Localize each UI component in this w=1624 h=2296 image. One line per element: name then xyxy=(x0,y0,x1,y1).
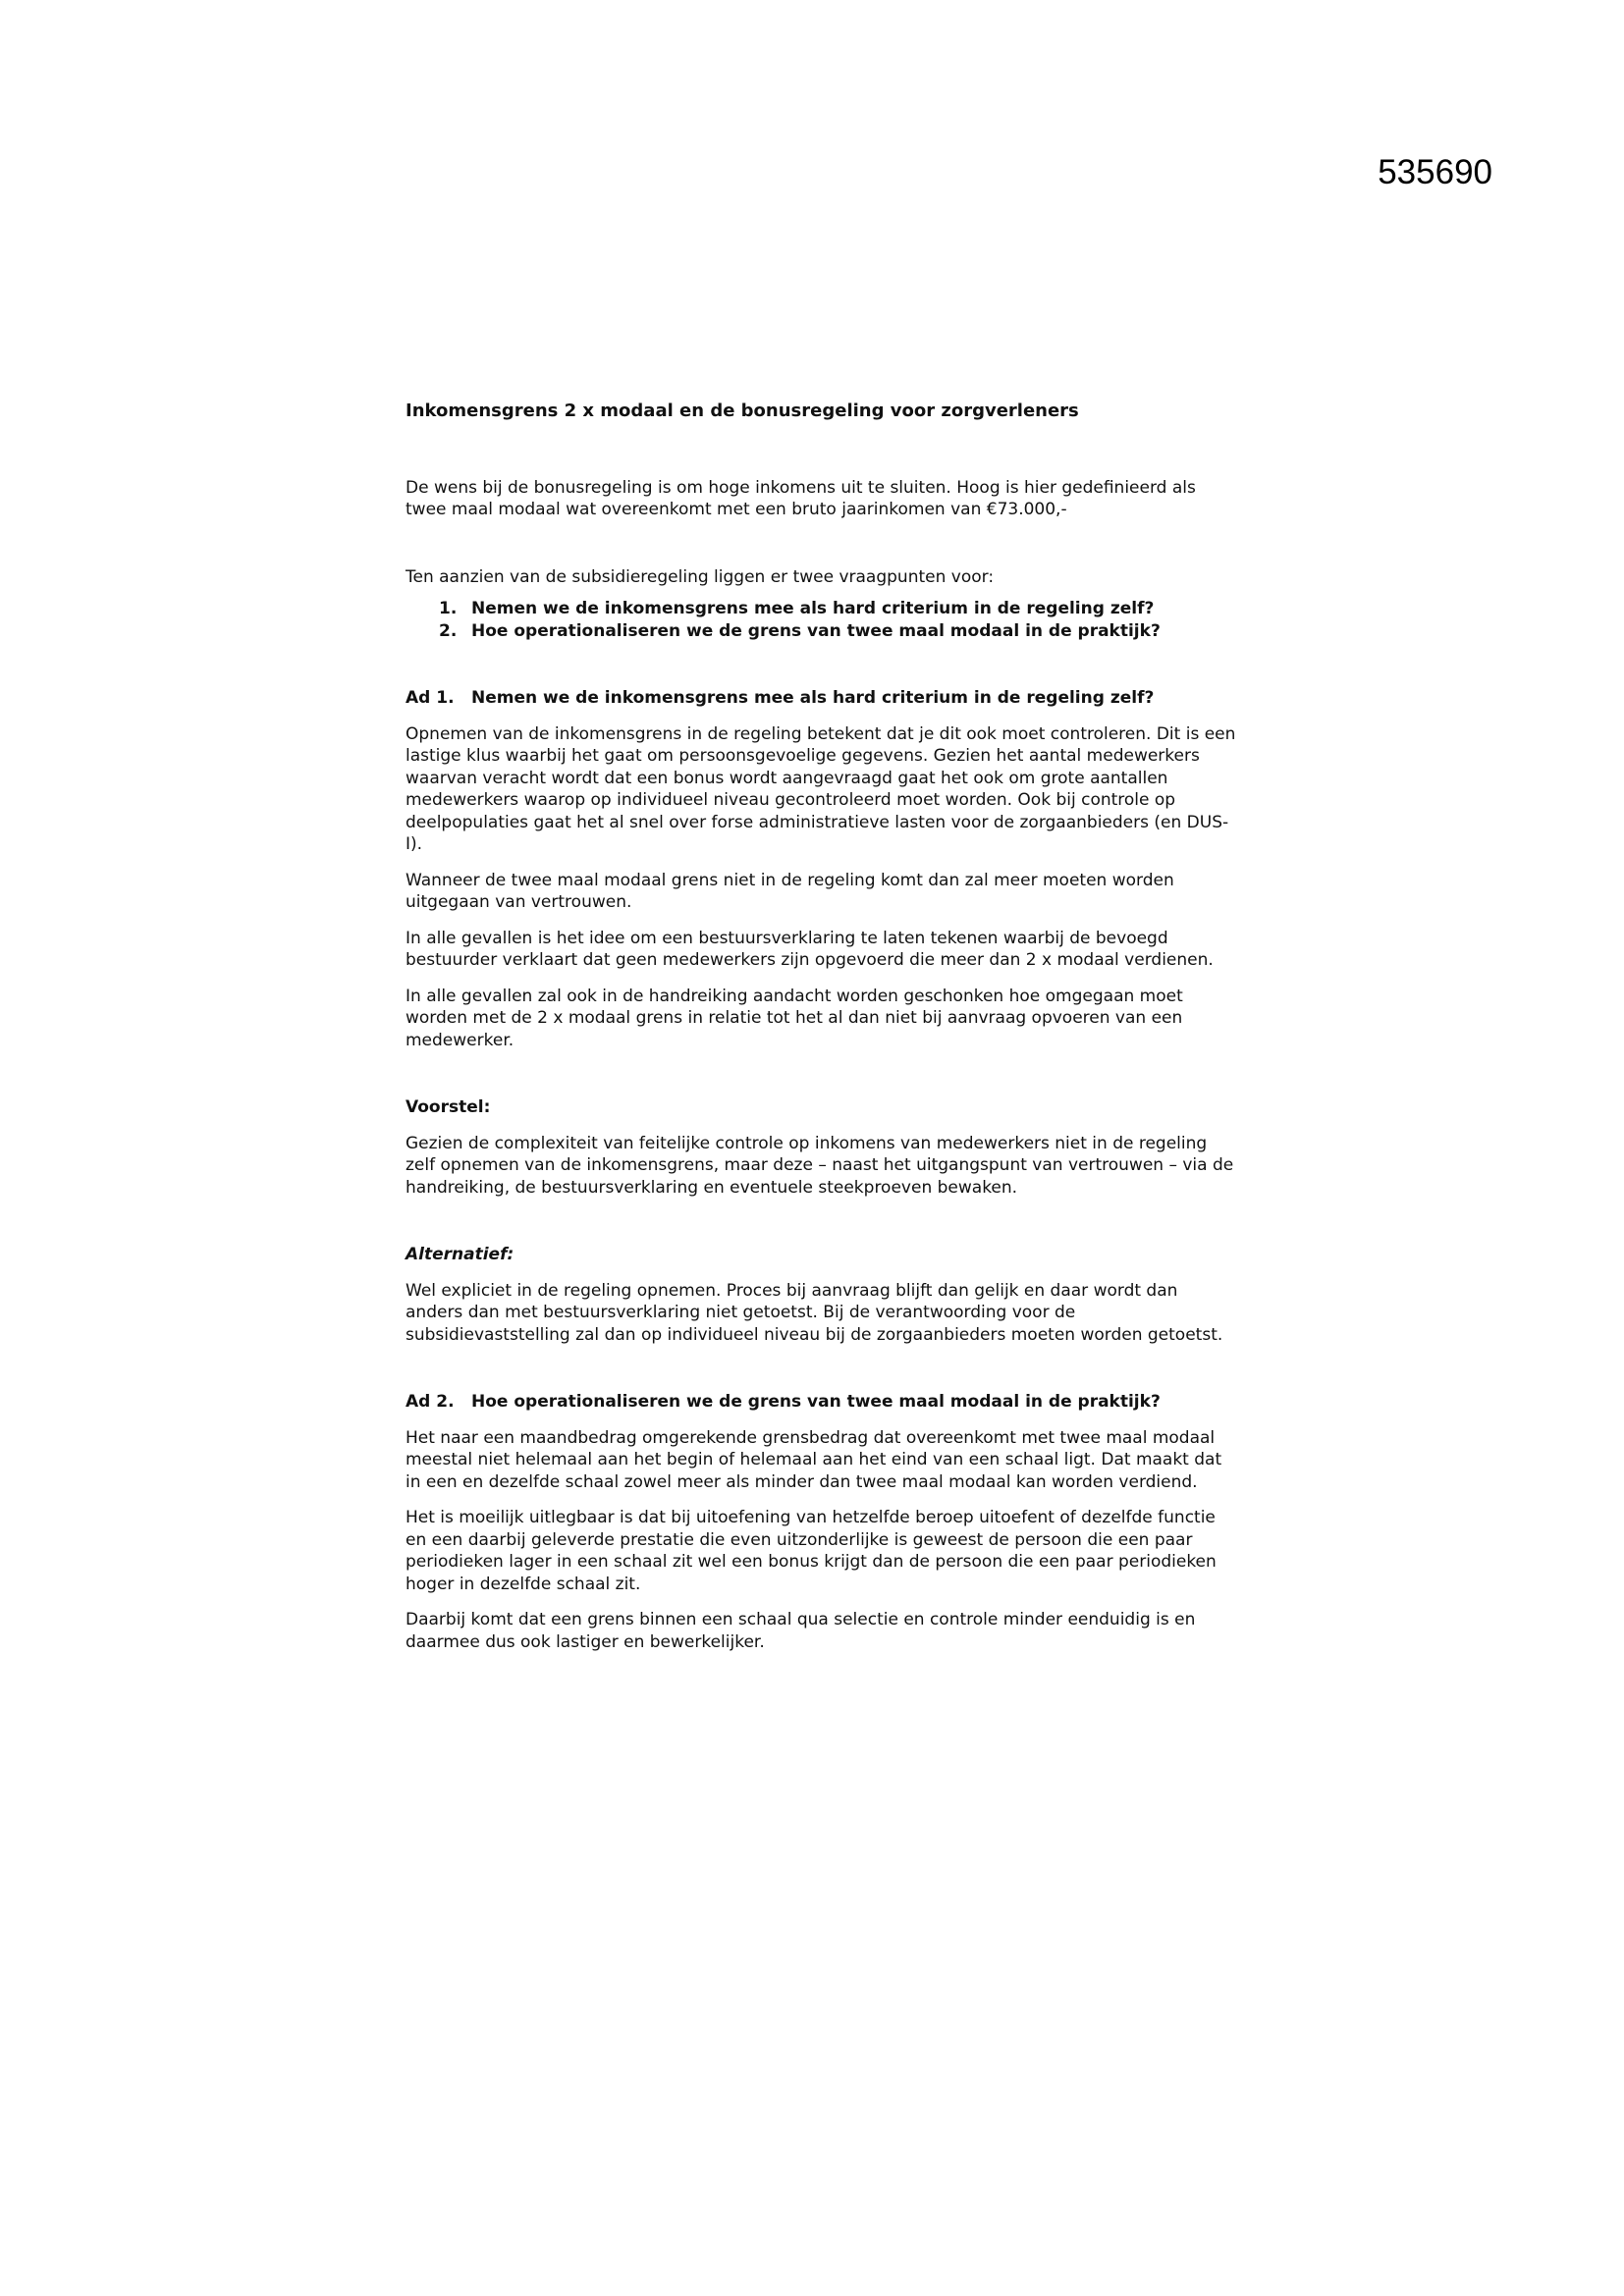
ad1-label: Ad 1. xyxy=(406,688,455,708)
question-number: 1. xyxy=(439,599,458,618)
questions-lead: Ten aanzien van de subsidieregeling liggen er twee vraagpunten voor: xyxy=(406,566,995,587)
ad2-label: Ad 2. xyxy=(406,1392,455,1412)
document-title: Inkomensgrens 2 x modaal en de bonusregeling voor zorgverleners xyxy=(406,400,1079,421)
question-text: Nemen we de inkomensgrens mee als hard criterium in de regeling zelf? xyxy=(471,599,1155,618)
question-item xyxy=(439,620,1240,643)
ad1-paragraph: Opnemen van de inkomensgrens in de regeling betekent dat je dit ook moet controleren. Dit is een lastige klus waarbij het gaat om persoonsgevoelige gegevens. Gezien het aantal medewerkers waarvan veracht wordt dat een bonus wordt aangevraagd gaat het ook om grote aantallen medewerkers waarop op individueel niveau gecontroleerd moet worden. Ook bij controle op deelpopulaties gaat het al snel over forse administratieve lasten voor de zorgaanbieders (en DUS-I). xyxy=(406,723,1236,854)
ad2-heading-text: Hoe operationaliseren we de grens van twee maal modaal in de praktijk? xyxy=(471,1392,1161,1412)
ad1-paragraph: In alle gevallen is het idee om een bestuursverklaring te laten tekenen waarbij de bevoegd bestuurder verklaart dat geen medewerkers zijn opgevoerd die meer dan 2 x modaal verdienen. xyxy=(406,928,1214,970)
ad2-heading xyxy=(406,1391,1240,1414)
alternatief-heading: Alternatief: xyxy=(406,1245,514,1264)
ad2-paragraph: Het is moeilijk uitlegbaar is dat bij uitoefening van hetzelfde beroep uitoefent of dezelfde functie en een daarbij geleverde prestatie die even uitzonderlijke is geweest de persoon die een paar periodieken lager in een schaal zit wel een bonus krijgt dan de persoon die een paar periodieken hoger in dezelfde schaal zit. xyxy=(406,1508,1217,1594)
question-list xyxy=(406,598,1240,642)
voorstel-heading: Voorstel: xyxy=(406,1097,491,1117)
ad2-paragraph: Het naar een maandbedrag omgerekende grensbedrag dat overeenkomt met twee maal modaal meestal niet helemaal aan het begin of helemaal aan het eind van een schaal ligt. Dat maakt dat in een en dezelfde schaal zowel meer als minder dan twee maal modaal kan worden verdiend. xyxy=(406,1427,1222,1492)
intro-paragraph: De wens bij de bonusregeling is om hoge inkomens uit te sluiten. Hoog is hier gedefinieerd als twee maal modaal wat overeenkomt met een bruto jaarinkomen van €73.000,- xyxy=(406,477,1196,519)
alternatief-paragraph: Wel expliciet in de regeling opnemen. Proces bij aanvraag blijft dan gelijk en daar wordt dan anders dan met bestuursverklaring niet getoetst. Bij de verantwoording voor de subsidievaststelling zal dan op individueel niveau bij de zorgaanbieders moeten worden getoetst. xyxy=(406,1280,1223,1345)
question-item xyxy=(439,598,1240,620)
document-number: 535690 xyxy=(1378,153,1492,191)
ad1-heading-text: Nemen we de inkomensgrens mee als hard criterium in de regeling zelf? xyxy=(471,688,1155,708)
ad1-heading xyxy=(406,687,1240,710)
ad2-paragraph: Daarbij komt dat een grens binnen een schaal qua selectie en controle minder eenduidig is en daarmee dus ook lastiger en bewerkelijker. xyxy=(406,1610,1196,1652)
voorstel-paragraph: Gezien de complexiteit van feitelijke controle op inkomens van medewerkers niet in de regeling zelf opnemen van de inkomensgrens, maar deze – naast het uitgangspunt van vertrouwen – via de handreiking, de bestuursverklaring en eventuele steekproeven bewaken. xyxy=(406,1133,1234,1198)
question-number: 2. xyxy=(439,620,458,641)
question-text: Hoe operationaliseren we de grens van twee maal modaal in de praktijk? xyxy=(471,620,1161,641)
ad1-paragraph: Wanneer de twee maal modaal grens niet in de regeling komt dan zal meer moeten worden uitgegaan van vertrouwen. xyxy=(406,870,1174,912)
document-body xyxy=(406,400,1240,1667)
ad1-paragraph: In alle gevallen zal ook in de handreiking aandacht worden geschonken hoe omgegaan moet worden met de 2 x modaal grens in relatie tot het al dan niet bij aanvraag opvoeren van een medewerker. xyxy=(406,986,1183,1050)
